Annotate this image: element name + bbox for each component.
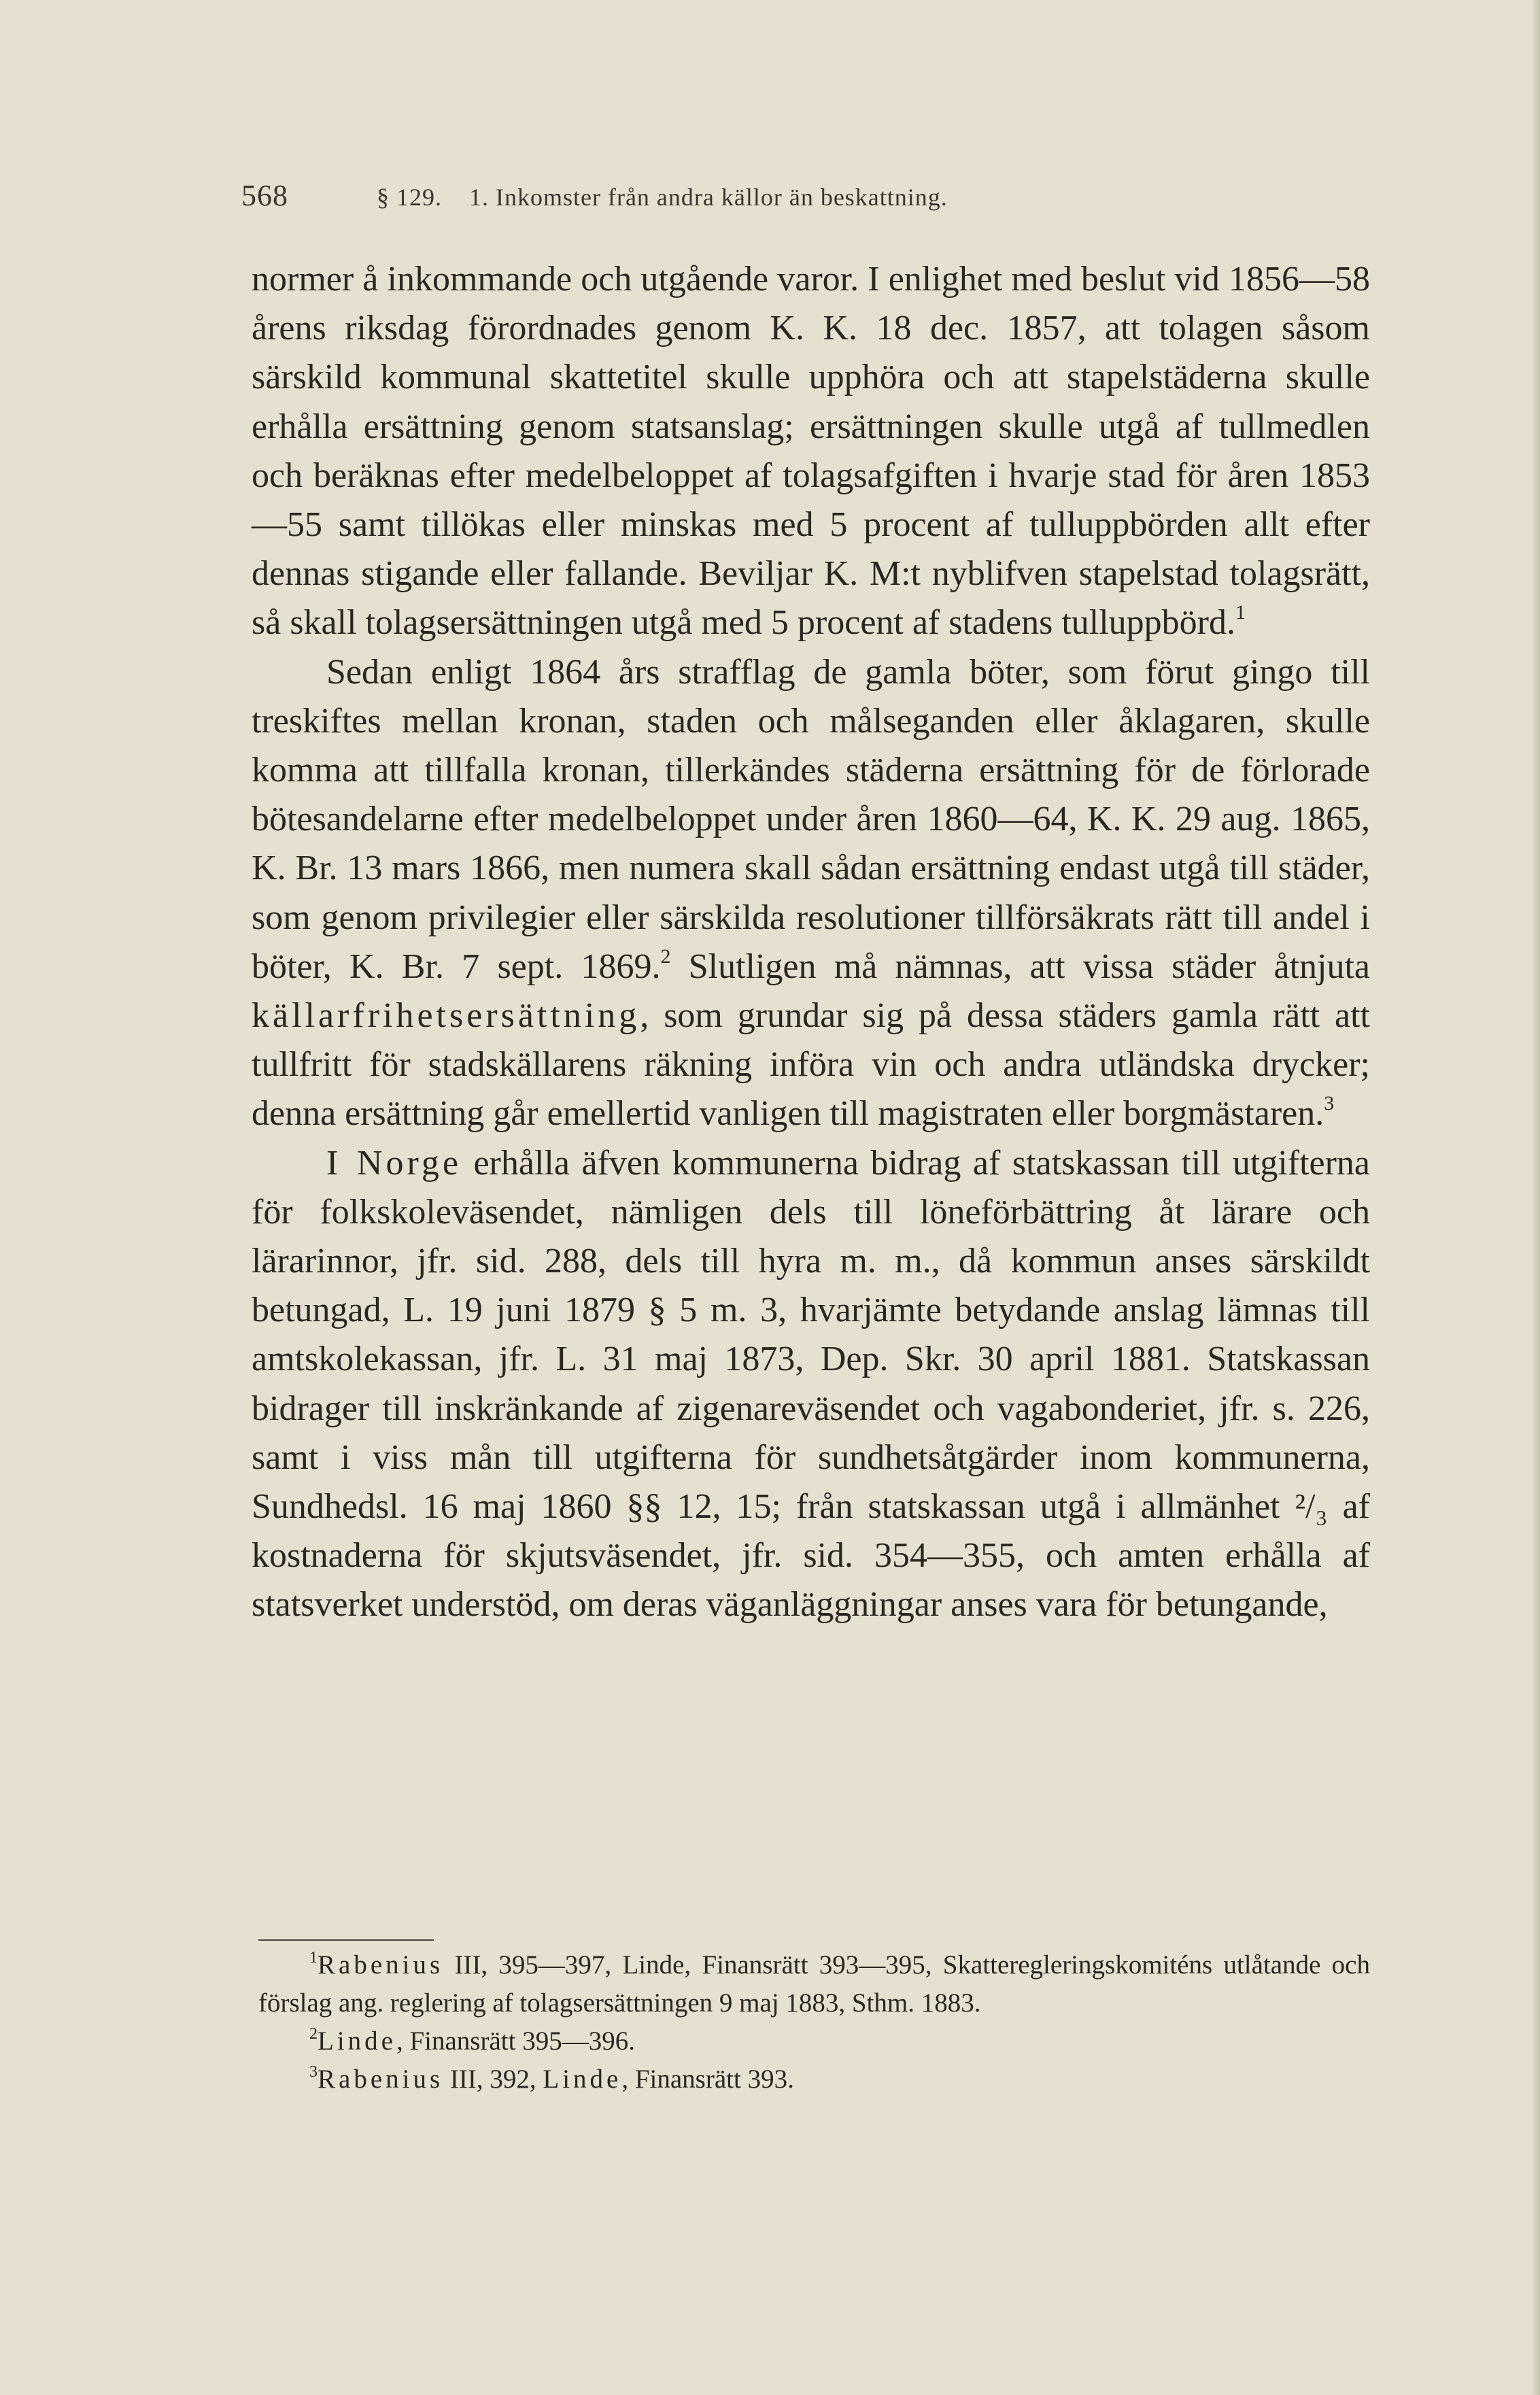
paragraph-3	[252, 1139, 1370, 1630]
section-number: § 129.	[377, 184, 442, 211]
footnote-text: , Finansrätt 395—396.	[396, 2026, 635, 2056]
footnote-text: , Finansrätt 393.	[621, 2065, 794, 2094]
paragraph-text: Sedan enligt 1864 års strafflag de gamla böter, som förut gingo till treskiftes mellan kronan, staden och målseganden eller åklagaren, skulle komma att tillfalla kronan, tillerkändes städerna ersättning för de förlorade bötesandelarne efter medelbeloppet under åren 1860—64, K. K. 29 aug. 1865, K. Br. 13 mars 1866, men numera skall sådan ersättning endast utgå till städer, som genom privilegier eller särskilda resolutioner tillförsäkrats rätt till andel i böter, K. Br. 7 sept. 1869.	[252, 652, 1370, 986]
footnote-number: 2	[309, 2025, 318, 2043]
author-name: Linde	[318, 2026, 396, 2056]
running-header	[241, 178, 1370, 213]
paragraph-2	[252, 648, 1370, 1139]
footnotes	[258, 1946, 1370, 2099]
footnote-number: 1	[309, 1949, 318, 1967]
spaced-term: källarfrihetsersättning	[252, 996, 640, 1036]
author-name: Rabenius	[318, 2065, 444, 2094]
footnote-ref: 1	[1235, 601, 1246, 624]
footnote-1	[258, 1946, 1370, 2022]
footnote-rule	[258, 1939, 434, 1941]
footnote-2	[258, 2022, 1370, 2060]
footnote-ref: 3	[1324, 1092, 1335, 1115]
page-number: 568	[241, 179, 288, 212]
paragraph-text: , som grundar sig på dessa städers gamla rätt att tullfritt för stadskällarens räkning införa vin och andra utländska drycker; denna ersättning går emellertid vanligen till magistraten eller borgmästaren.	[252, 996, 1370, 1134]
footnote-number: 3	[309, 2063, 318, 2081]
paragraph-1	[252, 255, 1370, 648]
spaced-term: I Norge	[326, 1143, 462, 1183]
paragraph-text: normer å inkommande och utgående varor. I enlighet med beslut vid 1856—58 årens riksdag förordnades genom K. K. 18 dec. 1857, att tolagen såsom särskild kommunal skattetitel skulle upphöra och att stapelstäderna skulle erhålla ersättning genom statsanslag; ersättningen skulle utgå af tullmedlen och beräknas efter medelbeloppet af tolagsafgiften i hvarje stad för åren 1853—55 samt tillökas eller minskas med 5 procent af tulluppbörden allt efter dennas stigande eller fallande. Beviljar K. M:t nyblifven stapelstad tolagsrätt, så skall tolagsersättningen utgå med 5 procent af stadens tulluppbörd.	[252, 260, 1370, 643]
footnote-3	[258, 2060, 1370, 2099]
footnote-text: III, 392,	[443, 2065, 543, 2094]
page-edge	[1530, 0, 1540, 2395]
main-text	[252, 255, 1370, 1630]
paragraph-text: Slutligen må nämnas, att vissa städer åtnjuta	[670, 947, 1370, 986]
author-name: Linde	[543, 2065, 622, 2094]
paragraph-text: erhålla äfven kommunerna bidrag af statskassan till utgifterna för folkskoleväsendet, nämligen dels till löneförbättring åt lärare och lärarinnor, jfr. sid. 288, dels till hyra m. m., då kommun anses särskildt betungad, L. 19 juni 1879 § 5 m. 3, hvarjämte betydande anslag lämnas till amtskolekassan, jfr. L. 31 maj 1873, Dep. Skr. 30 april 1881. Statskassan bidrager till inskränkande af zigenareväsendet och vagabonderiet, jfr. s. 226, samt i viss mån till utgifterna för sundhetsåtgärder inom kommunerna, Sundhedsl. 16 maj 1860 §§ 12, 15; från statskassan utgå i allmänhet ²/₃ af kostnaderna för skjutsväsendet, jfr. sid. 354—355, och amten erhålla af statsverket understöd, om deras väganläggningar anses vara för betungande,	[252, 1143, 1371, 1625]
footnote-text: III, 395—397, Linde, Finansrätt 393—395, Skatteregleringskomiténs utlåtande och förslag ang. reglering af tolagsersättningen 9 maj 1883, Sthm. 1883.	[258, 1950, 1370, 2018]
author-name: Rabenius	[318, 1950, 444, 1980]
footnote-ref: 2	[660, 945, 671, 968]
running-title: 1. Inkomster från andra källor än beskattning.	[469, 184, 948, 211]
